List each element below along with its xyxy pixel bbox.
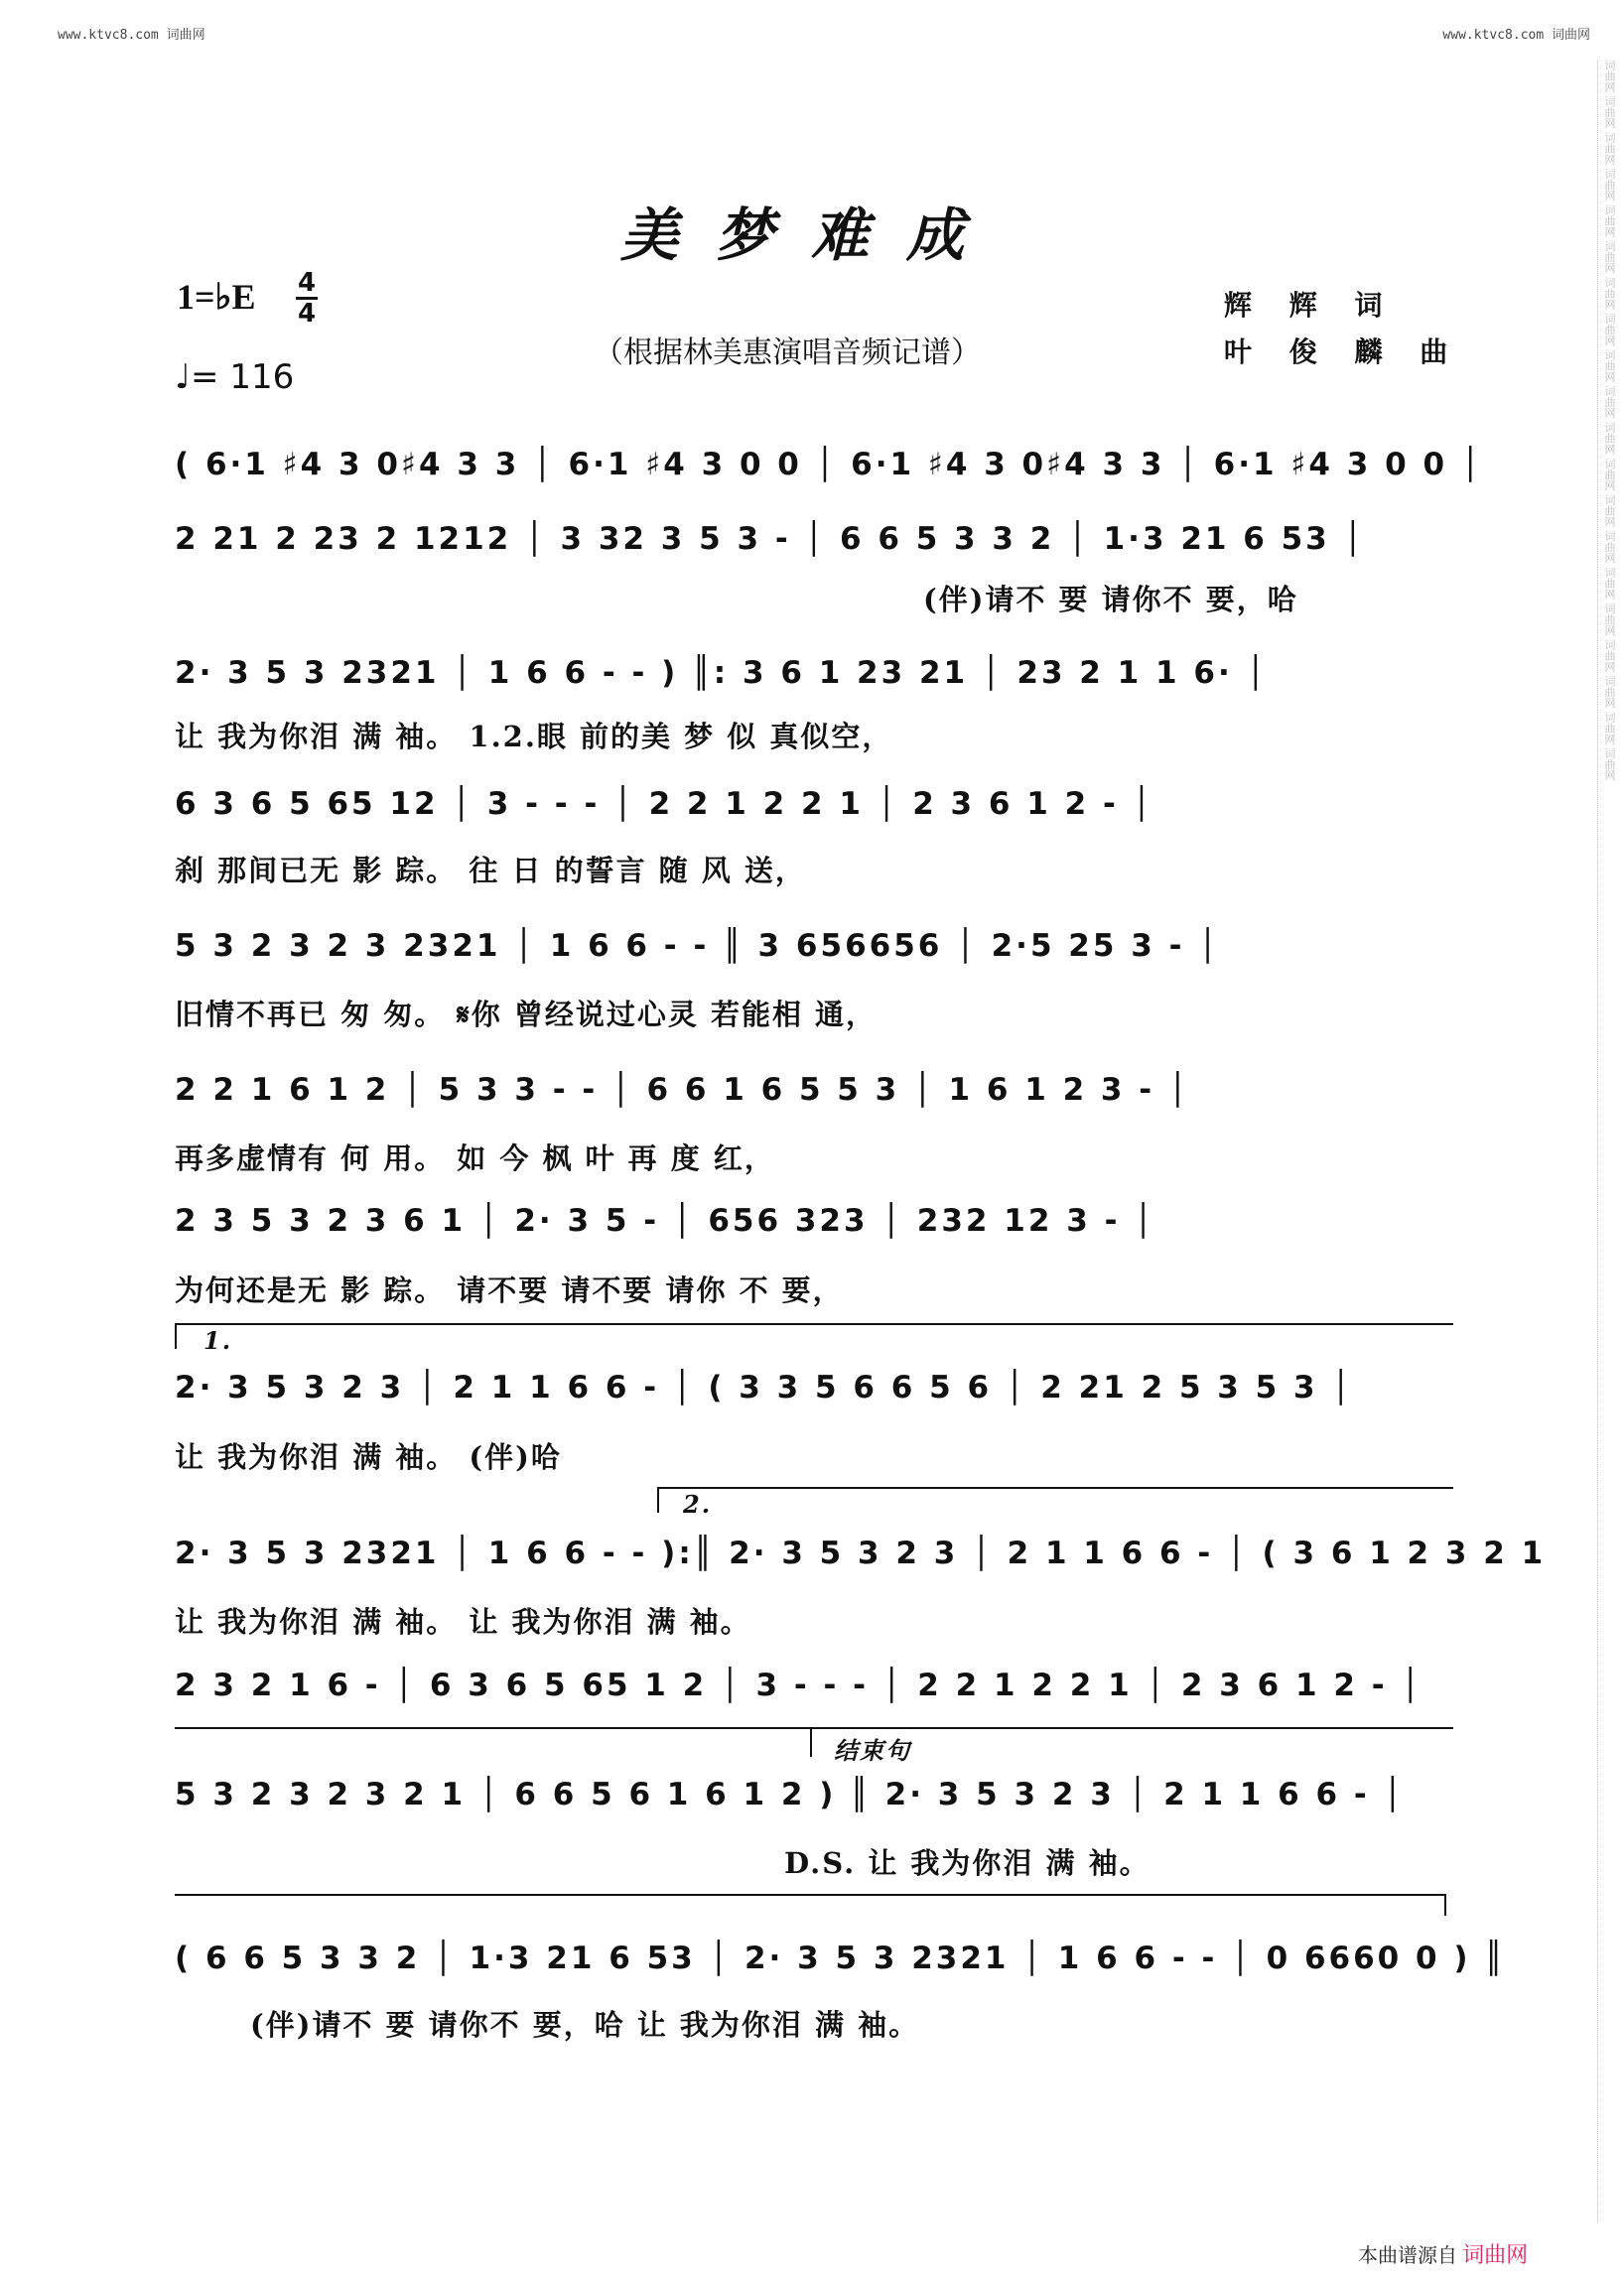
music-line-12: ( 6 6 5 3 3 2 │ 1·3 21 6 53 │ 2· 3 5 3 2321 │ 1 6 6 - - │ 0 6660 0 ) ║ — [175, 1941, 1507, 1976]
music-line-3: 2· 3 5 3 2321 │ 1 6 6 - - ) ║: 3 6 1 23 21 │ 23 2 1 1 6· │ — [175, 655, 1269, 691]
composer-credit: 叶 俊 麟 曲 — [1224, 335, 1462, 368]
lyric-line-5: 旧情不再已 匆 匆。 𝄋你 曾经说过心灵 若能相 通， — [175, 998, 878, 1031]
lyric-line-7: 为何还是无 影 踪。 请不要 请不要 请你 不 要， — [175, 1273, 844, 1307]
time-signature-bottom: 4 — [297, 299, 317, 329]
first-ending-hook — [175, 1323, 177, 1349]
time-signature-top: 4 — [297, 268, 317, 298]
footer-credit — [1358, 2238, 1528, 2269]
side-watermark-strip — [1597, 60, 1620, 2223]
lyric-line-12: (伴)请不 要 请你不 要，哈 让 我为你泪 满 袖。 — [250, 2008, 920, 2042]
ending-label: 结束句 — [834, 1736, 911, 1765]
first-ending-label: 1. — [203, 1326, 233, 1355]
ending-bracket — [175, 1727, 1453, 1729]
song-title: 美梦难成 — [620, 201, 1003, 269]
lyric-line-11: D.S. 让 我为你泪 满 袖。 — [784, 1846, 1150, 1880]
tempo-marking — [175, 357, 294, 397]
music-line-4: 6 3 6 5 65 12 │ 3 - - - │ 2 2 1 2 2 1 │ 2 3 6 1 2 - │ — [175, 786, 1154, 822]
lyric-line-4: 刹 那间已无 影 踪。 往 日 的誓言 随 风 送， — [175, 854, 806, 887]
lyricist-credit: 辉 辉 词 — [1224, 289, 1397, 322]
side-watermark-text: 词曲网 词曲网 词曲网 词曲网 词曲网 词曲网 词曲网 词曲网 词曲网 词曲网 词曲网 词曲网 词曲网 词曲网 词曲网 词曲网 词曲网 词曲网 词曲网 词曲网 — [1603, 60, 1616, 781]
final-section-hook — [1444, 1894, 1446, 1916]
site-header-left: www.ktvc8.com 词曲网 — [58, 28, 205, 43]
music-line-6: 2 2 1 6 1 2 │ 5 3 3 - - │ 6 6 1 6 5 5 3 │ 1 6 1 2 3 - │ — [175, 1072, 1190, 1108]
key-signature: 1=♭E — [177, 277, 256, 317]
music-line-2: 2 21 2 23 2 1212 │ 3 32 3 5 3 - │ 6 6 5 3 3 2 │ 1·3 21 6 53 │ — [175, 521, 1366, 557]
lyric-line-6: 再多虚情有 何 用。 如 今 枫 叶 再 度 红， — [175, 1141, 775, 1175]
music-line-9: 2· 3 5 3 2321 │ 1 6 6 - - ):║ 2· 3 5 3 2 3 │ 2 1 1 6 6 - │ ( 3 6 1 2 3 2 1 — [175, 1536, 1547, 1571]
lyric-line-3: 让 我为你泪 满 袖。 1.2.眼 前的美 梦 似 真似空， — [175, 720, 893, 753]
time-signature — [296, 270, 318, 327]
ending-hook — [810, 1727, 812, 1757]
quarter-note-icon: ♩ — [175, 357, 192, 397]
transcription-note: （根据林美惠演唱音频记谱） — [594, 335, 981, 370]
music-line-8: 2· 3 5 3 2 3 │ 2 1 1 6 6 - │ ( 3 3 5 6 6 5 6 │ 2 21 2 5 3 5 3 │ — [175, 1370, 1354, 1406]
tempo-value: = 116 — [191, 357, 295, 397]
second-ending-label: 2. — [683, 1490, 713, 1519]
footer-site-link[interactable]: 词曲网 — [1462, 2243, 1529, 2268]
music-line-11: 5 3 2 3 2 3 2 1 │ 6 6 5 6 1 6 1 2 ) ║ 2· 3 5 3 2 3 │ 2 1 1 6 6 - │ — [175, 1777, 1406, 1812]
music-line-1: ( 6·1 ♯4 3 0♯4 3 3 │ 6·1 ♯4 3 0 0 │ 6·1 ♯4 3 0♯4 3 3 │ 6·1 ♯4 3 0 0 │ — [175, 447, 1483, 482]
second-ending-hook — [657, 1487, 659, 1513]
final-section-rule — [175, 1894, 1445, 1896]
footer-source-label: 本曲谱源自 — [1358, 2243, 1457, 2267]
second-ending-bracket — [657, 1487, 1453, 1489]
music-line-10: 2 3 2 1 6 - │ 6 3 6 5 65 1 2 │ 3 - - - │ 2 2 1 2 2 1 │ 2 3 6 1 2 - │ — [175, 1668, 1423, 1703]
lyric-line-8: 让 我为你泪 满 袖。 (伴)哈 — [175, 1440, 562, 1474]
lyric-line-9: 让 我为你泪 满 袖。 让 我为你泪 满 袖。 — [175, 1605, 751, 1639]
music-line-7: 2 3 5 3 2 3 6 1 │ 2· 3 5 - │ 656 323 │ 232 12 3 - │ — [175, 1203, 1155, 1239]
first-ending-bracket — [175, 1323, 1453, 1325]
lyric-line-2: (伴)请不 要 请你不 要，哈 — [923, 583, 1298, 616]
site-header-right: www.ktvc8.com 词曲网 — [1442, 28, 1590, 43]
music-line-5: 5 3 2 3 2 3 2321 │ 1 6 6 - - ║ 3 656656 │ 2·5 25 3 - │ — [175, 928, 1220, 964]
